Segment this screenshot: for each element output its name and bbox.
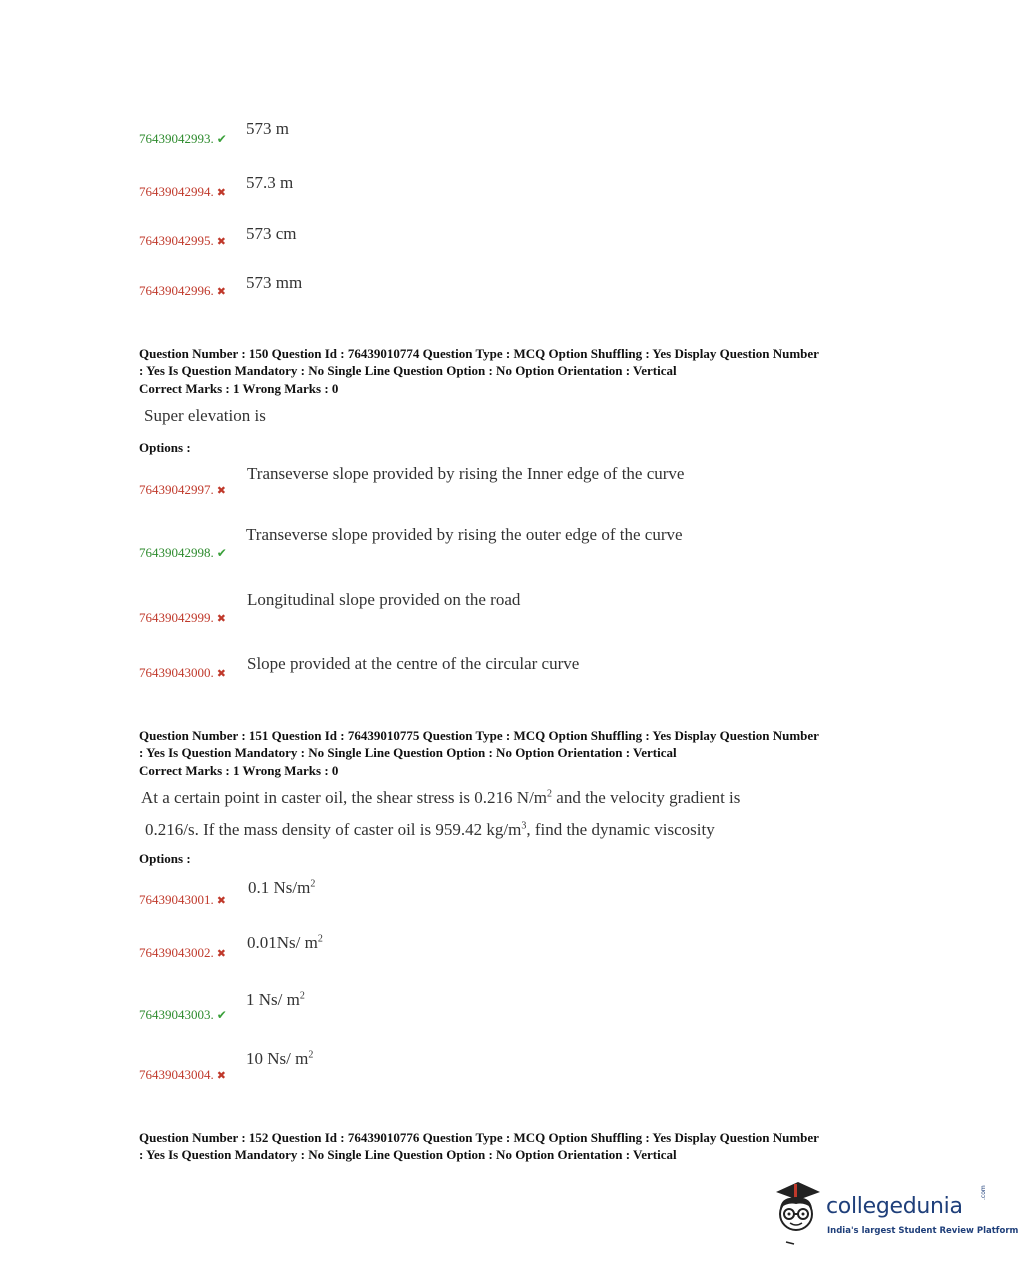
- option-id: 76439042993. ✔: [139, 131, 227, 146]
- question-meta: Question Number : 150 Question Id : 76439010774 Question Type : MCQ Option Shuffling : Yes Display Question Number : Yes Is Question Mandatory : No Single Line Question Option : No Option Orientation : Vertical: [139, 346, 819, 378]
- option-id: 76439043004. ✖: [139, 1067, 226, 1082]
- logo-tagline: India's largest Student Review Platform: [827, 1226, 1019, 1236]
- option-id: 76439042997. ✖: [139, 482, 226, 497]
- option-text: 573 mm: [246, 273, 303, 292]
- option-id: 76439043002. ✖: [139, 945, 226, 960]
- option-text: 0.01Ns/ $m^2$: [247, 933, 323, 952]
- question-text-line-2: 0.216/s. If the mass density of caster oil is 959.42 $kg/m^3$, find the dynamic viscosity: [145, 820, 715, 839]
- option-text: Slope provided at the centre of the circular curve: [247, 654, 580, 673]
- wrong-cross-icon: ✖: [216, 484, 226, 497]
- option-text: 0.1 $Ns/m^2$: [248, 878, 316, 897]
- option-text: Transeverse slope provided by rising the Inner edge of the curve: [247, 464, 685, 483]
- options-label: Options :: [139, 851, 191, 866]
- option-id: 76439042994. ✖: [139, 184, 226, 199]
- logo-com: .com: [980, 1185, 987, 1200]
- option-text: Longitudinal slope provided on the road: [247, 590, 521, 609]
- option-id: 76439042995. ✖: [139, 233, 226, 248]
- option-id: 76439042996. ✖: [139, 283, 226, 298]
- wrong-cross-icon: ✖: [216, 947, 226, 960]
- wrong-cross-icon: ✖: [216, 894, 226, 907]
- wrong-cross-icon: ✖: [216, 1069, 226, 1082]
- option-text: Transeverse slope provided by rising the outer edge of the curve: [246, 525, 683, 544]
- mascot-icon: [768, 1178, 826, 1248]
- wrong-cross-icon: ✖: [216, 667, 226, 680]
- wrong-cross-icon: ✖: [216, 285, 226, 298]
- option-text: 57.3 m: [246, 173, 294, 192]
- question-meta: Question Number : 151 Question Id : 76439010775 Question Type : MCQ Option Shuffling : Yes Display Question Number : Yes Is Question Mandatory : No Single Line Question Option : No Option Orientation : Vertical: [139, 728, 819, 760]
- wrong-cross-icon: ✖: [216, 235, 226, 248]
- option-id: 76439043000. ✖: [139, 665, 226, 680]
- question-marks: Correct Marks : 1 Wrong Marks : 0: [139, 381, 339, 396]
- option-id: 76439042998. ✔: [139, 545, 227, 560]
- correct-check-icon: ✔: [216, 132, 227, 146]
- question-text-line-1: At a certain point in caster oil, the shear stress is 0.216 $N/m^2$ and the velocity gradient is: [141, 788, 741, 807]
- option-text: 573 cm: [246, 224, 297, 243]
- wrong-cross-icon: ✖: [216, 612, 226, 625]
- option-id: 76439042999. ✖: [139, 610, 226, 625]
- question-text: Super elevation is: [144, 406, 266, 425]
- correct-check-icon: ✔: [216, 546, 227, 560]
- options-label: Options :: [139, 440, 191, 455]
- wrong-cross-icon: ✖: [216, 186, 226, 199]
- option-text: 573 m: [246, 119, 289, 138]
- option-text: 10 Ns/ $m^2$: [246, 1049, 314, 1068]
- correct-check-icon: ✔: [216, 1008, 227, 1022]
- collegedunia-logo: [768, 1178, 1019, 1248]
- logo-wordmark: collegedunia: [826, 1194, 963, 1219]
- option-id: 76439043003. ✔: [139, 1007, 227, 1022]
- question-marks: Correct Marks : 1 Wrong Marks : 0: [139, 763, 339, 778]
- question-meta: Question Number : 152 Question Id : 76439010776 Question Type : MCQ Option Shuffling : Yes Display Question Number : Yes Is Question Mandatory : No Single Line Question Option : No Option Orientation : Vertical: [139, 1130, 819, 1162]
- option-id: 76439043001. ✖: [139, 892, 226, 907]
- option-text: 1 Ns/ $m^2$: [246, 990, 305, 1009]
